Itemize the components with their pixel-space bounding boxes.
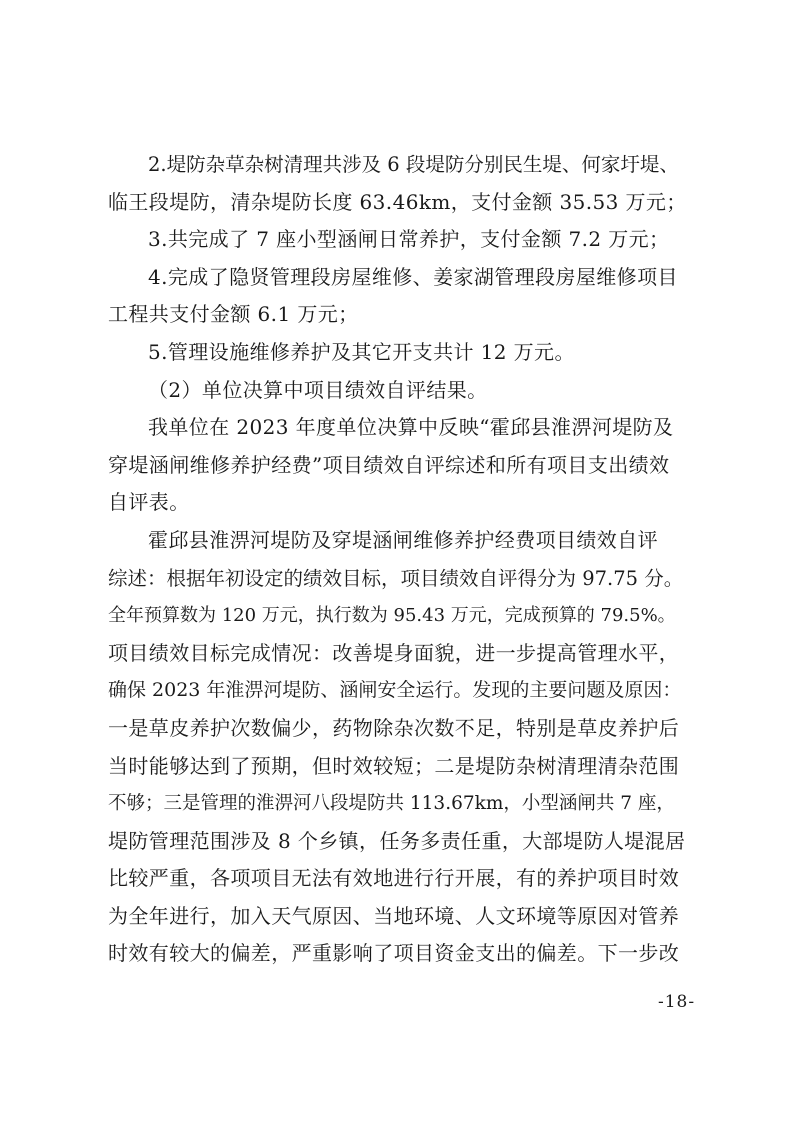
paragraph-line: 比较严重，各项项目无法有效地进行行开展，有的养护项目时效 [108, 866, 680, 891]
paragraph-line: 霍邱县淮淠河堤防及穿堤涵闸维修养护经费项目绩效自评 [148, 527, 658, 552]
paragraph-line: 为全年进行，加入天气原因、当地环境、人文环境等原因对管养 [108, 903, 680, 928]
body-text [108, 146, 688, 973]
paragraph-line: 不够；三是管理的淮淠河八段堤防共 113.67km，小型涵闸共 7 座， [108, 793, 675, 815]
paragraph-line: 综述：根据年初设定的绩效目标，项目绩效自评得分为 97.75 分。 [108, 566, 684, 590]
paragraph-line: 确保 2023 年淮淠河堤防、涵闸安全运行。发现的主要问题及原因： [108, 679, 682, 702]
paragraph-line: 一是草皮养护次数偏少，药物除杂次数不足，特别是草皮养护后 [108, 715, 680, 740]
paragraph-line: 2.堤防杂草杂树清理共涉及 6 段堤防分别民生堤、何家圩堤、 [148, 153, 679, 176]
paragraph-line: 临王段堤防，清杂堤防长度 63.46km，支付金额 35.53 万元； [108, 189, 687, 214]
paragraph-line: 堤防管理范围涉及 8 个乡镇，任务多责任重，大部堤防人堤混居 [108, 828, 686, 853]
paragraph-line: 时效有较大的偏差，严重影响了项目资金支出的偏差。下一步改 [108, 941, 680, 966]
paragraph-line: 4.完成了隐贤管理段房屋维修、姜家湖管理段房屋维修项目 [148, 264, 678, 289]
paragraph-line: 我单位在 2023 年度单位决算中反映“霍邱县淮淠河堤防及 [148, 415, 674, 440]
paragraph-line: 工程共支付金额 6.1 万元； [108, 302, 359, 327]
paragraph-line: 当时能够达到了预期，但时效较短；二是堤防杂树清理清杂范围 [108, 753, 680, 778]
paragraph-line: 全年预算数为 120 万元，执行数为 95.43 万元，完成预算的 79.5%。 [108, 605, 676, 627]
paragraph-line: 项目绩效目标完成情况：改善堤身面貌，进一步提高管理水平， [108, 640, 680, 665]
paragraph-line: 5.管理设施维修养护及其它开支共计 12 万元。 [148, 339, 575, 364]
paragraph-line: 穿堤涵闸维修养护经费”项目绩效自评综述和所有项目支出绩效 [108, 452, 670, 477]
paragraph-line: 自评表。 [108, 490, 190, 515]
page-number: -18- [658, 992, 696, 1012]
paragraph-line: 3.共完成了 7 座小型涵闸日常养护，支付金额 7.2 万元； [148, 227, 670, 252]
section-heading: （2）单位决算中项目绩效自评结果。 [148, 377, 488, 402]
